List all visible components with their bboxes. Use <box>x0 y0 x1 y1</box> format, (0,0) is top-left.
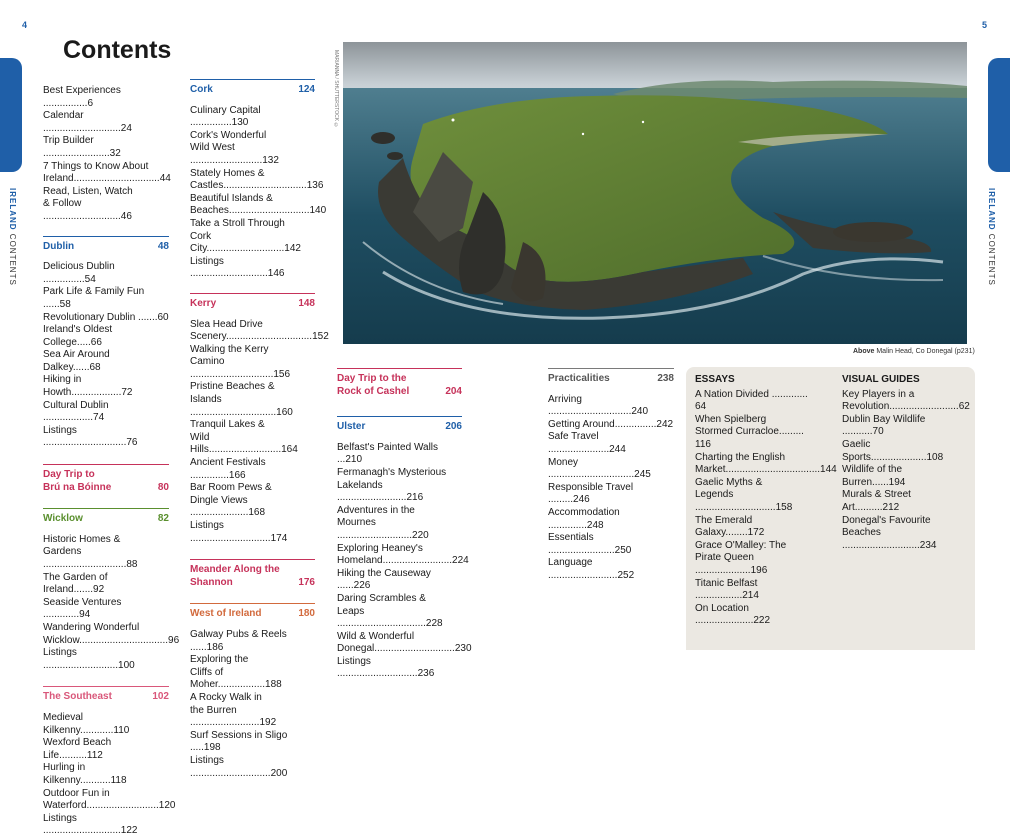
toc-entry[interactable]: The Garden of Ireland.......92 <box>43 571 108 596</box>
toc-entry[interactable]: Beaches ............................234 <box>842 527 937 551</box>
section-ulster[interactable]: Ulster 206 <box>337 416 462 434</box>
toc-entry[interactable]: Leaps ................................228 <box>337 605 443 630</box>
toc-entry[interactable]: Money ...............................245 <box>548 456 651 481</box>
toc-entry[interactable]: Trip Builder ........................32 <box>43 135 121 159</box>
toc-entry[interactable]: On Location .....................222 <box>695 602 771 627</box>
toc-entry[interactable]: Waterford..........................120 <box>43 800 176 812</box>
toc-entry[interactable]: Take a Stroll Through <box>190 217 285 229</box>
toc-entry[interactable]: Wild & Wonderful <box>337 630 415 642</box>
toc-entry[interactable]: Charting the English <box>695 451 786 463</box>
section-day-trip-rock-of-cashel[interactable]: Day Trip to the Rock of Cashel 204 <box>337 368 462 398</box>
toc-entry[interactable]: Murals & Street Art..........212 <box>842 489 911 513</box>
toc-entry[interactable]: When Spielberg <box>695 413 767 425</box>
toc-entry[interactable]: Revolution.........................62 <box>842 401 970 413</box>
toc-entry[interactable]: Titanic Belfast .................214 <box>695 577 759 602</box>
section-west-of-ireland[interactable]: West of Ireland 180 <box>190 603 315 621</box>
toc-entry[interactable]: Read, Listen, Watch <box>43 185 133 197</box>
page-number-left: 4 <box>22 20 28 30</box>
visual-guides-heading: VISUAL GUIDES <box>842 374 920 385</box>
toc-column-4 <box>548 368 674 583</box>
toc-entry[interactable]: Belfast's Painted Walls ...210 <box>337 441 439 466</box>
toc-column-1 <box>43 85 180 838</box>
toc-entry[interactable]: Seaside Ventures .............94 <box>43 596 122 621</box>
toc-entry[interactable]: Sea Air Around Dalkey......68 <box>43 349 110 373</box>
toc-entry[interactable]: Hurling in Kilkenny...........118 <box>43 762 127 786</box>
toc-entry[interactable]: Exploring the <box>190 654 249 666</box>
toc-entry[interactable]: Listings ............................146 <box>190 255 285 280</box>
toc-entry[interactable]: Pristine Beaches & <box>190 381 275 393</box>
section-practicalities[interactable]: Practicalities 238 <box>548 368 674 386</box>
toc-entry[interactable]: Essentials ........................250 <box>548 532 632 556</box>
toc-entry[interactable]: Delicious Dublin ...............54 <box>43 261 115 285</box>
section-the-southeast[interactable]: The Southeast 102 <box>43 686 169 704</box>
toc-entry[interactable]: Revolutionary Dublin .......60 <box>43 311 169 323</box>
toc-entry[interactable]: Ireland's Oldest College.....66 <box>43 324 113 348</box>
toc-entry[interactable]: A Nation Divided ............. 64 <box>695 388 808 413</box>
toc-entry[interactable]: Cultural Dublin ..................74 <box>43 399 109 424</box>
section-kerry[interactable]: Kerry 148 <box>190 293 315 311</box>
essays-list <box>695 374 837 628</box>
toc-entry[interactable]: Language .........................252 <box>548 557 635 581</box>
toc-entry[interactable]: Medieval Kilkenny............110 <box>43 711 130 736</box>
toc-entry[interactable]: Mournes ...........................220 <box>337 517 429 541</box>
toc-entry[interactable]: Gardens ..............................88 <box>43 546 138 570</box>
toc-entry[interactable]: Stately Homes & <box>190 167 265 179</box>
toc-entry[interactable]: Walking the Kerry <box>190 343 269 355</box>
toc-entry[interactable]: Exploring Heaney's <box>337 542 423 554</box>
toc-entry[interactable]: Donegal's Favourite <box>842 514 931 526</box>
aerial-coast-illustration <box>343 42 967 344</box>
toc-entry[interactable]: Lakelands .........................216 <box>337 479 424 504</box>
toc-entry[interactable]: Ancient Festivals ..............166 <box>190 457 266 481</box>
side-tab-right <box>988 58 1010 172</box>
toc-entry[interactable]: Cork City............................142 <box>190 230 301 255</box>
section-cork[interactable]: Cork 124 <box>190 79 315 97</box>
toc-entry[interactable]: Calendar ............................24 <box>43 110 132 134</box>
section-day-trip-bru-na-boinne[interactable]: Day Trip to Brú na Bóinne 80 <box>43 464 169 494</box>
toc-entry[interactable]: 7 Things to Know About <box>43 160 149 172</box>
toc-entry[interactable]: Historic Homes & <box>43 533 121 545</box>
toc-entry[interactable]: Listings .............................174 <box>190 520 288 544</box>
toc-column-3 <box>337 368 472 681</box>
toc-entry[interactable]: Surf Sessions in Sligo .....198 <box>190 729 288 754</box>
toc-entry[interactable]: Dingle Views .....................168 <box>190 494 266 519</box>
toc-entry[interactable]: Hiking the Causeway ......226 <box>337 567 431 592</box>
photo-caption: Above Malin Head, Co Donegal (p231) <box>853 348 975 355</box>
toc-entry[interactable]: the Burren .........................192 <box>190 704 277 729</box>
section-dublin[interactable]: Dublin 48 <box>43 236 169 254</box>
toc-entry[interactable]: Scenery...............................152 <box>190 331 329 343</box>
toc-entry[interactable]: Islands ...............................160 <box>190 394 293 418</box>
toc-entry[interactable]: Listings ............................122 <box>43 812 138 837</box>
toc-entry[interactable]: Responsible Travel .........246 <box>548 481 634 506</box>
toc-entry[interactable]: Adventures in the <box>337 504 415 516</box>
essays-heading: ESSAYS <box>695 374 735 385</box>
toc-entry[interactable]: Galway Pubs & Reels ......186 <box>190 628 287 653</box>
section-wicklow[interactable]: Wicklow 82 <box>43 508 169 526</box>
toc-entry[interactable]: Beaches.............................140 <box>190 205 327 217</box>
toc-entry[interactable]: Donegal.............................230 <box>337 643 472 655</box>
toc-entry[interactable]: Cliffs of Moher.................188 <box>190 666 282 691</box>
toc-entry[interactable]: Safe Travel ......................244 <box>548 431 626 455</box>
toc-entry[interactable]: Wexford Beach Life..........112 <box>43 737 112 761</box>
side-label-right: IRELAND CONTENTS <box>987 188 996 286</box>
page-title: Contents <box>63 36 172 64</box>
toc-entry[interactable]: Pirate Queen ....................196 <box>695 552 768 576</box>
toc-entry[interactable]: Gaelic Sports....................108 <box>842 438 944 463</box>
toc-entry[interactable]: Market..................................144 <box>695 464 837 476</box>
toc-entry[interactable]: Wildlife of the Burren......194 <box>842 464 906 488</box>
toc-entry[interactable]: Tranquil Lakes & <box>190 419 265 431</box>
toc-entry[interactable]: Wild West ..........................132 <box>190 142 279 166</box>
toc-entry[interactable]: Park Life & Family Fun ......58 <box>43 286 145 310</box>
toc-entry[interactable]: Fermanagh's Mysterious <box>337 466 447 478</box>
toc-entry[interactable]: Wild Hills..........................164 <box>190 431 298 456</box>
toc-entry[interactable]: Arriving ..............................240 <box>548 393 649 418</box>
toc-column-2 <box>190 79 329 780</box>
visual-guides-list <box>842 374 968 552</box>
toc-entry[interactable]: Homeland.........................224 <box>337 555 469 567</box>
toc-entry[interactable]: Bar Room Pews & <box>190 482 272 494</box>
side-label-left: IRELAND CONTENTS <box>8 188 17 286</box>
toc-entry[interactable]: & Follow ............................46 <box>43 198 132 222</box>
toc-entry[interactable]: Culinary Capital ...............130 <box>190 104 261 129</box>
cover-photo-malin-head <box>343 42 967 344</box>
toc-entry[interactable]: Slea Head Drive <box>190 318 263 330</box>
toc-entry[interactable]: Gaelic Myths & <box>695 476 763 488</box>
toc-entry[interactable]: Castles..............................136 <box>190 180 324 192</box>
toc-entry[interactable]: Listings .............................200 <box>190 754 288 779</box>
toc-entry[interactable]: Dublin Bay Wildlife ...........70 <box>842 413 926 438</box>
intro-list <box>43 85 169 224</box>
toc-entry[interactable]: Ireland...............................44 <box>43 173 171 185</box>
toc-entry[interactable]: Beautiful Islands & <box>190 192 273 204</box>
toc-entry[interactable]: Wandering Wonderful <box>43 621 140 633</box>
toc-entry[interactable]: Best Experiences ................6 <box>43 85 121 109</box>
toc-entry[interactable]: Getting Around...............242 <box>548 418 674 430</box>
toc-entry[interactable]: Key Players in a <box>842 388 915 400</box>
side-tab-left <box>0 58 22 172</box>
toc-entry[interactable]: The Emerald Galaxy........172 <box>695 514 765 539</box>
page-number-right: 5 <box>982 20 988 30</box>
toc-entry[interactable]: Listings ..............................76 <box>43 424 138 449</box>
toc-entry[interactable]: A Rocky Walk in <box>190 691 262 703</box>
section-meander-along-the-shannon[interactable]: Meander Along the Shannon 176 <box>190 559 315 589</box>
toc-entry[interactable]: Cork's Wonderful <box>190 129 267 141</box>
toc-entry[interactable]: Stormed Curracloe......... 116 <box>695 426 804 450</box>
toc-entry[interactable]: Listings .............................236 <box>337 655 435 680</box>
photo-credit: MARIANNA / SHUTTERSTOCK © <box>333 50 339 129</box>
toc-entry[interactable]: Listings ...........................100 <box>43 647 135 671</box>
toc-entry[interactable]: Accommodation ..............248 <box>548 506 620 531</box>
toc-entry[interactable]: Outdoor Fun in <box>43 787 110 799</box>
toc-entry[interactable]: Daring Scrambles & <box>337 592 426 604</box>
toc-entry[interactable]: Camino ..............................156 <box>190 356 291 380</box>
toc-entry[interactable]: Legends .............................158 <box>695 489 793 513</box>
toc-entry[interactable]: Grace O'Malley: The <box>695 539 787 551</box>
toc-entry[interactable]: Hiking in Howth..................72 <box>43 374 133 399</box>
toc-entry[interactable]: Wicklow................................96 <box>43 634 180 646</box>
